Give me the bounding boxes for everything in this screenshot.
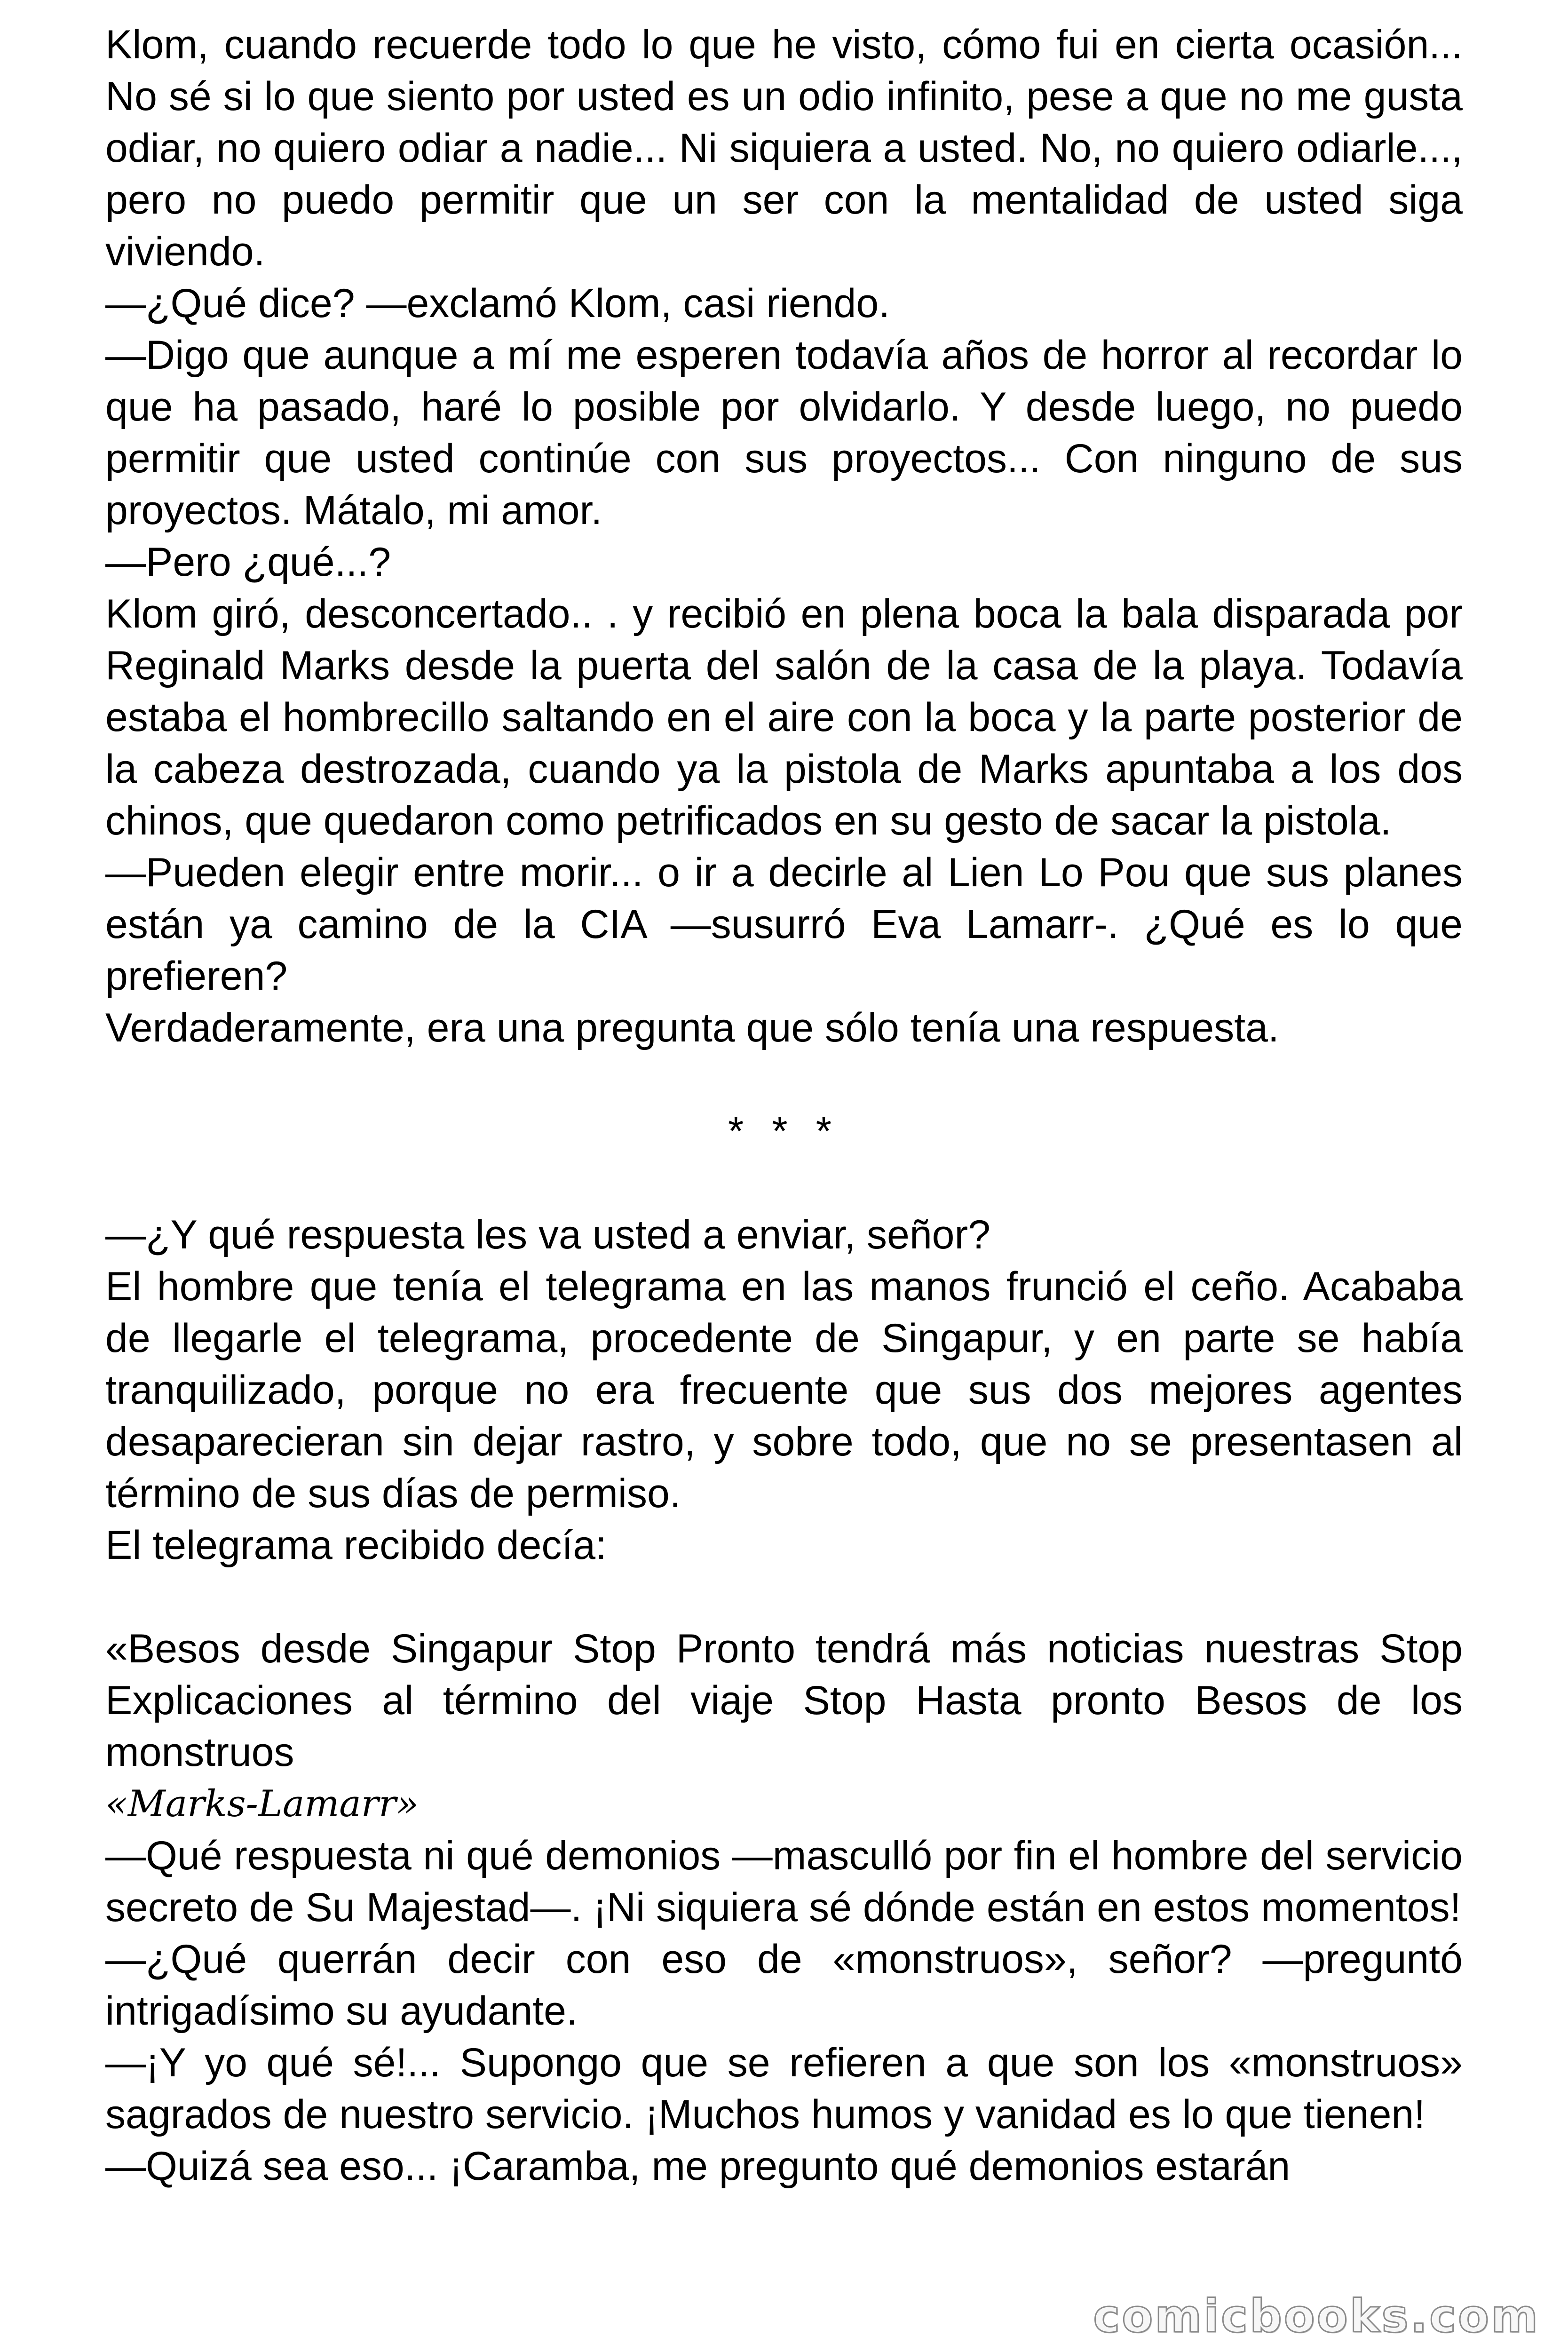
paragraph: —¿Y qué respuesta les va usted a enviar, señor? [105, 1212, 990, 1257]
paragraph: Verdaderamente, era una pregunta que sólo tenía una respuesta. [105, 1005, 1279, 1050]
telegram-text: «Besos desde Singapur Stop Pronto tendrá más noticias nuestras Stop Explicaciones al término del viaje Stop Hasta pronto Besos de los monstruos [105, 1626, 1463, 1775]
paragraph: El hombre que tenía el telegrama en las manos frunció el ceño. Acababa de llegarle el telegrama, procedente de Singapur, y en parte se había tranquilizado, porque no era frecuente que sus dos mejores agentes desaparecieran sin dejar rastro, y sobre todo, que no se presentasen al término de sus días de permiso. [105, 1264, 1463, 1516]
paragraph: Klom, cuando recuerde todo lo que he visto, cómo fui en cierta ocasión... No sé si lo que siento por usted es un odio infinito, pese a que no me gusta odiar, no quiero odiar a nadie... Ni siquiera a usted. No, no quiero odiarle..., pero no puedo permitir que un ser con la mentalidad de usted siga viviendo. [105, 22, 1463, 274]
paragraph: —Quizá sea eso... ¡Caramba, me pregunto qué demonios estarán [105, 2144, 1291, 2189]
paragraph: —¿Qué querrán decir con eso de «monstruos», señor? —preguntó intrigadísimo su ayudante. [105, 1937, 1463, 2034]
telegram-signature: «Marks-Lamarr» [105, 1783, 419, 1825]
paragraph: El telegrama recibido decía: [105, 1523, 607, 1568]
paragraph: —Pero ¿qué...? [105, 540, 391, 585]
paragraph: Klom giró, desconcertado.. . y recibió en plena boca la bala disparada por Reginald Marks desde la puerta del salón de la casa de la playa. Todavía estaba el hombrecillo saltando en el aire con la boca y la parte posterior de la cabeza destrozada, cuando ya la pistola de Marks apuntaba a los dos chinos, que quedaron como petrificados en su gesto de sacar la pistola. [105, 591, 1463, 843]
paragraph: —Digo que aunque a mí me esperen todavía años de horror al recordar lo que ha pasado, haré lo posible por olvidarlo. Y desde luego, no puedo permitir que usted continúe con sus proyectos... Con ninguno de sus proyectos. Mátalo, mi amor. [105, 333, 1463, 533]
paragraph: —¡Y yo qué sé!... Supongo que se refieren a que son los «monstruos» sagrados de nuestro servicio. ¡Muchos humos y vanidad es lo que tienen! [105, 2040, 1463, 2137]
paragraph: —Pueden elegir entre morir... o ir a decirle al Lien Lo Pou que sus planes están ya camino de la CIA —susurró Eva Lamarr-. ¿Qué es lo que prefieren? [105, 850, 1463, 999]
document-page [105, 19, 1463, 2343]
blank-line [105, 1571, 1463, 1623]
watermark-logo: comicbooks.com [1093, 2290, 1540, 2343]
paragraph: —Qué respuesta ni qué demonios —masculló por fin el hombre del servicio secreto de Su Majestad—. ¡Ni siquiera sé dónde están en estos momentos! [105, 1833, 1463, 1930]
paragraph: —¿Qué dice? —exclamó Klom, casi riendo. [105, 281, 890, 326]
section-separator: * * * [728, 1109, 840, 1154]
